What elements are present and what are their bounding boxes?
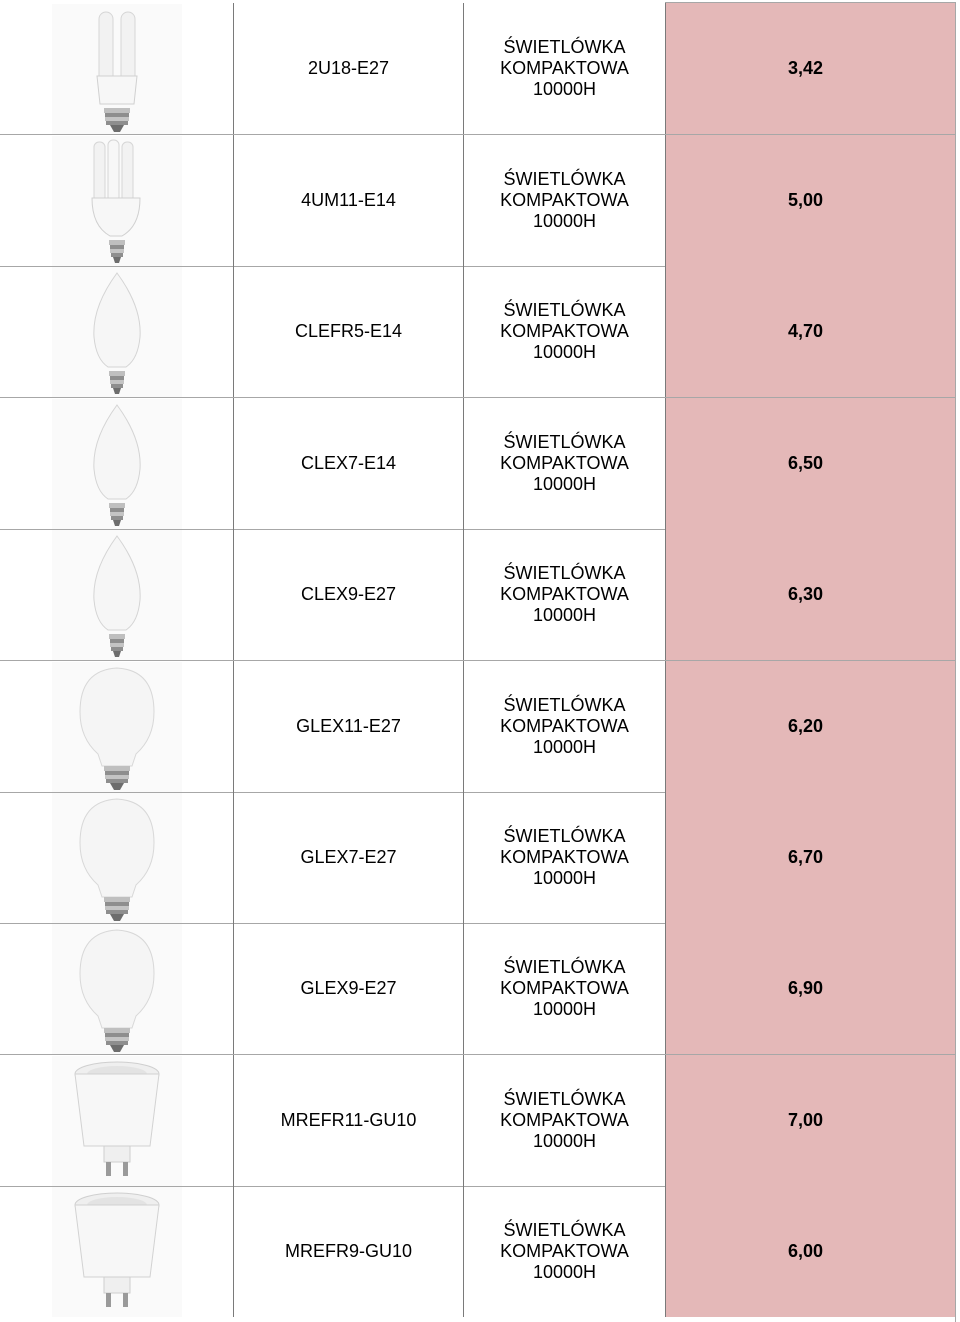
description-line: 10000H: [532, 737, 597, 757]
product-description: [463, 3, 665, 134]
description-line: ŚWIETLÓWKA: [503, 1220, 626, 1240]
product-image-cell: [0, 661, 233, 792]
product-description: [463, 529, 665, 660]
product-price: 6,70: [665, 792, 955, 923]
product-image-cell: [0, 1186, 233, 1317]
description-line: 10000H: [532, 211, 597, 231]
product-code: CLEFR5-E14: [233, 266, 463, 397]
description-line: 10000H: [532, 474, 597, 494]
table-row: [0, 1186, 960, 1317]
product-price: 5,00: [665, 135, 955, 266]
globe-bulb-icon: [52, 662, 182, 792]
table-row: [0, 661, 960, 792]
product-description: [463, 1186, 665, 1317]
table-row: [0, 529, 960, 660]
description-line: KOMPAKTOWA: [500, 453, 629, 473]
product-code: CLEX7-E14: [233, 398, 463, 529]
description-line: KOMPAKTOWA: [500, 584, 629, 604]
table-row: [0, 398, 960, 529]
description-line: KOMPAKTOWA: [500, 1241, 629, 1261]
product-description: [463, 1055, 665, 1186]
product-description: [463, 398, 665, 529]
reflector-bulb-icon: [52, 1187, 182, 1317]
product-code: 2U18-E27: [233, 3, 463, 134]
product-image-cell: [0, 3, 233, 134]
globe-bulb-icon: [52, 924, 182, 1054]
description-line: ŚWIETLÓWKA: [503, 826, 626, 846]
candle-bulb-icon: [52, 399, 182, 529]
product-image-cell: [0, 266, 233, 397]
product-price: 3,42: [665, 3, 955, 134]
product-image-cell: [0, 135, 233, 266]
description-line: 10000H: [532, 999, 597, 1019]
description-line: KOMPAKTOWA: [500, 716, 629, 736]
product-price: 4,70: [665, 266, 955, 397]
candle-bulb-icon: [52, 530, 182, 660]
description-line: KOMPAKTOWA: [500, 978, 629, 998]
candle-bulb-icon: [52, 267, 182, 397]
globe-bulb-icon: [52, 793, 182, 923]
description-line: ŚWIETLÓWKA: [503, 563, 626, 583]
product-code: GLEX11-E27: [233, 661, 463, 792]
product-code: GLEX9-E27: [233, 923, 463, 1054]
table-row: [0, 792, 960, 923]
description-line: 10000H: [532, 605, 597, 625]
description-line: ŚWIETLÓWKA: [503, 1089, 626, 1109]
table-row: [0, 266, 960, 397]
product-image-cell: [0, 923, 233, 1054]
description-line: ŚWIETLÓWKA: [503, 432, 626, 452]
table-row: [0, 3, 960, 134]
description-line: ŚWIETLÓWKA: [503, 695, 626, 715]
product-description: [463, 792, 665, 923]
product-image-cell: [0, 792, 233, 923]
product-code: MREFR9-GU10: [233, 1186, 463, 1317]
product-image-cell: [0, 398, 233, 529]
product-code: CLEX9-E27: [233, 529, 463, 660]
description-line: ŚWIETLÓWKA: [503, 37, 626, 57]
table-row: [0, 135, 960, 266]
product-code: MREFR11-GU10: [233, 1055, 463, 1186]
product-price: 6,00: [665, 1186, 955, 1317]
product-code: 4UM11-E14: [233, 135, 463, 266]
table-row: [0, 923, 960, 1054]
product-image-cell: [0, 529, 233, 660]
description-line: 10000H: [532, 1262, 597, 1282]
reflector-bulb-icon: [52, 1056, 182, 1186]
description-line: 10000H: [532, 79, 597, 99]
description-line: KOMPAKTOWA: [500, 190, 629, 210]
description-line: ŚWIETLÓWKA: [503, 300, 626, 320]
twin-tube-bulb-icon: [52, 4, 182, 134]
description-line: KOMPAKTOWA: [500, 847, 629, 867]
description-line: KOMPAKTOWA: [500, 321, 629, 341]
product-price: 6,20: [665, 661, 955, 792]
table-row: [0, 1055, 960, 1186]
description-line: ŚWIETLÓWKA: [503, 169, 626, 189]
description-line: 10000H: [532, 1131, 597, 1151]
quad-tube-bulb-icon: [52, 136, 182, 266]
product-image-cell: [0, 1055, 233, 1186]
description-line: 10000H: [532, 868, 597, 888]
product-price: 6,30: [665, 529, 955, 660]
product-price: 6,50: [665, 398, 955, 529]
description-line: ŚWIETLÓWKA: [503, 957, 626, 977]
product-description: [463, 923, 665, 1054]
product-description: [463, 266, 665, 397]
description-line: 10000H: [532, 342, 597, 362]
description-line: KOMPAKTOWA: [500, 1110, 629, 1130]
product-price: 6,90: [665, 923, 955, 1054]
product-description: [463, 135, 665, 266]
product-code: GLEX7-E27: [233, 792, 463, 923]
description-line: KOMPAKTOWA: [500, 58, 629, 78]
product-description: [463, 661, 665, 792]
product-price: 7,00: [665, 1055, 955, 1186]
